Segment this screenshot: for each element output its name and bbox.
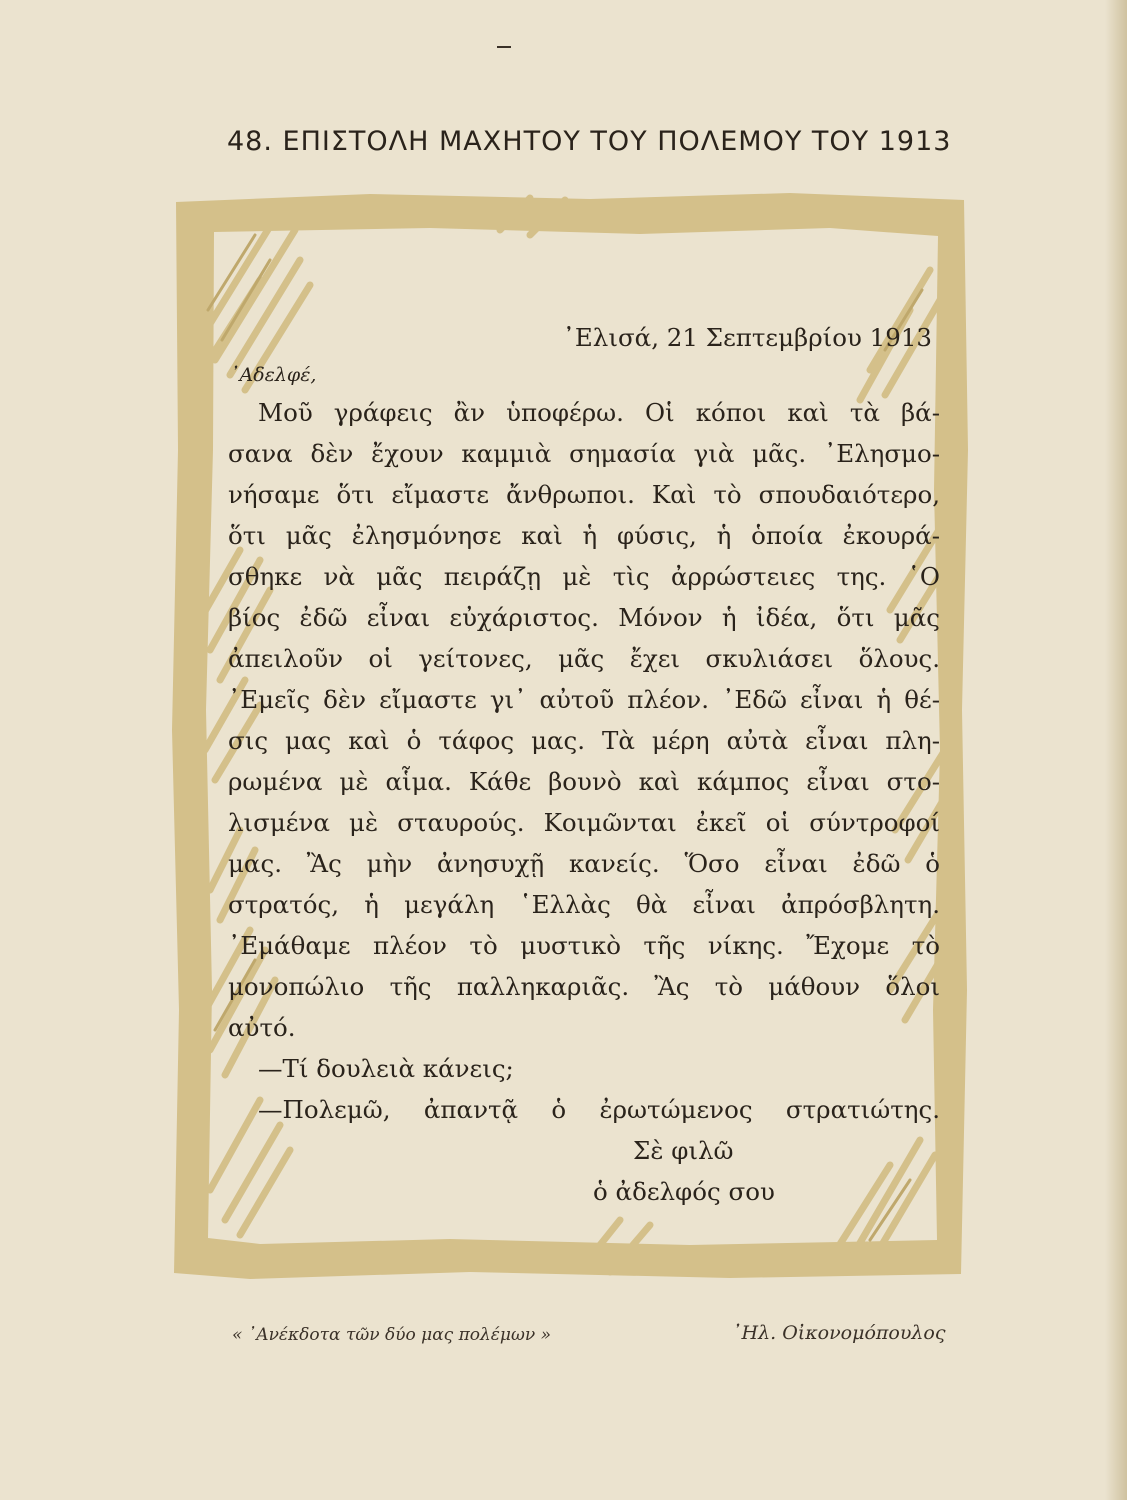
letter-text [228,317,940,1212]
letter-line: Μοῦ γράφεις ἂν ὑποφέρω. Οἱ κόποι καὶ τὰ βά- [258,398,940,427]
letter-line: μας. Ἂς μὴν ἀνησυχῇ κανείς. Ὅσο εἶναι ἐδῶ ὁ [228,849,940,878]
dialog-question: —Τί δουλειὰ κάνεις; [258,1054,514,1083]
letter-line: σις μας καὶ ὁ τάφος μας. Τὰ μέρη αὐτὰ εἶναι πλη- [228,726,940,755]
letter-closing: Σὲ φιλῶ [633,1136,734,1165]
letter-line: ᾿Εμάθαμε πλέον τὸ μυστικὸ τῆς νίκης. Ἔχομε τὸ [228,931,940,960]
letter-place-date: ᾿Ελισά, 21 Σεπτεμβρίου 1913 [562,323,932,352]
caption-source: « ᾿Ανέκδοτα τῶν δύο μας πολέμων » [232,1325,551,1345]
page-edge-shadow [1105,0,1127,1500]
letter-line: στρατός, ἡ μεγάλη ῾Ελλὰς θὰ εἶναι ἀπρόσβλητη. [228,890,940,919]
letter-line: ἀπειλοῦν οἱ γείτονες, μᾶς ἔχει σκυλιάσει ὅλους. [228,644,940,673]
letter-line: σανα δὲν ἔχουν καμμιὰ σημασία γιὰ μᾶς. ᾿Ελησμο- [228,439,940,468]
print-mark [497,46,511,48]
dialog-answer: —Πολεμῶ, ἀπαντᾷ ὁ ἐρωτώμενος στρατιώτης. [258,1095,940,1124]
letter-line: ᾿Εμεῖς δὲν εἴμαστε γι᾿ αὐτοῦ πλέον. ᾿Εδῶ εἶναι ἡ θέ- [228,685,940,714]
letter-line: λισμένα μὲ σταυρούς. Κοιμῶνται ἐκεῖ οἱ σύντροφοί [228,808,940,837]
letter-line: ὅτι μᾶς ἐλησμόνησε καὶ ἡ φύσις, ἡ ὁποία ἐκουρά- [228,521,940,550]
letter-line: νήσαμε ὅτι εἴμαστε ἄνθρωποι. Καὶ τὸ σπουδαιότερο, [228,480,940,509]
letter-signature: ὁ ἀδελφός σου [593,1177,775,1206]
page-heading: 48. ΕΠΙΣΤΟΛΗ ΜΑΧΗΤΟΥ ΤΟΥ ΠΟΛΕΜΟΥ ΤΟΥ 1913 [227,126,952,157]
caption-author: ᾿Ηλ. Οἰκονομόπουλος [732,1322,946,1344]
letter-line: αὐτό. [228,1013,296,1042]
letter-line: ρωμένα μὲ αἷμα. Κάθε βουνὸ καὶ κάμπος εἶναι στο- [228,767,940,796]
letter-line: βίος ἐδῶ εἶναι εὐχάριστος. Μόνον ἡ ἰδέα, ὅτι μᾶς [228,603,940,632]
letter-line: μονοπώλιο τῆς παλληκαριᾶς. Ἂς τὸ μάθουν ὅλοι [228,972,940,1001]
letter-line: σθηκε νὰ μᾶς πειράζῃ μὲ τὶς ἀρρώστειες της. ῾Ο [228,562,940,591]
letter-salutation: ᾿Αδελφέ, [230,364,317,386]
